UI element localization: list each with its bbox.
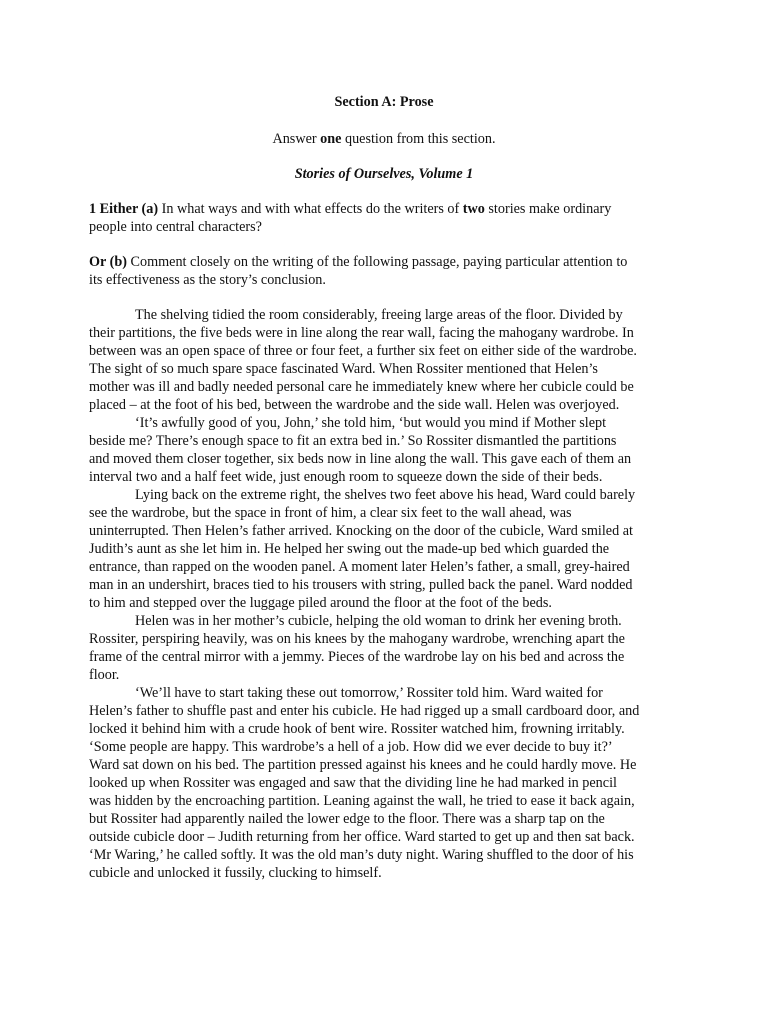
- passage-line: ‘It’s awfully good of you, John,’ she told him, ‘but would you mind if Mother slept: [135, 415, 607, 431]
- instruction-after: question from this section.: [341, 131, 496, 147]
- passage-line: placed – at the foot of his bed, between the wardrobe and the side wall. Helen was overjoyed.: [89, 397, 620, 413]
- passage-line: but Rossiter had apparently nailed the lower edge to the floor. There was a sharp tap on the: [89, 811, 605, 827]
- question-b-text: Comment closely on the writing of the following passage, paying particular attention to: [126, 254, 628, 270]
- passage-line: ‘Mr Waring,’ he called softly. It was the old man’s duty night. Waring shuffled to the door of his: [89, 847, 634, 863]
- passage-line: The sight of so much spare space fascinated Ward. When Rossiter mentioned that Helen’s: [89, 361, 598, 377]
- passage-line: interval two and a half feet wide, just enough room to squeeze down the side of their beds.: [89, 469, 603, 485]
- passage-line: Judith’s aunt as she let him in. He helped her swing out the made-up bed which guarded the: [89, 541, 610, 557]
- passage-line: was hidden by the encroaching partition. Leaning against the wall, he tried to ease it back again,: [89, 793, 635, 809]
- question-a-emphasis: two: [462, 201, 485, 217]
- passage-line: beside me? There’s enough space to fit an extra bed in.’ So Rossiter dismantled the partitions: [89, 433, 617, 449]
- instruction-before: Answer: [272, 131, 321, 147]
- passage-line: frame of the central mirror with a jemmy. Pieces of the wardrobe lay on his bed and across the: [89, 649, 625, 665]
- text-title: Stories of Ourselves, Volume 1: [294, 166, 474, 182]
- passage-line: man in an undershirt, braces tied to his trousers with string, pulled back the panel. Ward nodded: [89, 577, 633, 593]
- instruction-emphasis: one: [320, 131, 342, 147]
- passage-line: floor.: [89, 667, 120, 683]
- question-a-text: In what ways and with what effects do the writers of: [158, 201, 463, 217]
- question-b-label: Or (b): [89, 254, 127, 270]
- passage-line: their partitions, the five beds were in line along the rear wall, facing the mahogany wardrobe. In: [89, 325, 634, 341]
- passage-line: locked it behind him with a crude hook of bent wire. Rossiter watched him, frowning irritably.: [89, 721, 625, 737]
- passage: [89, 306, 679, 882]
- passage-line: outside cubicle door – Judith returning from her office. Ward started to get up and then sat back.: [89, 829, 635, 845]
- question-a-line-1: [89, 200, 679, 218]
- passage-line: Helen was in her mother’s cubicle, helping the old woman to drink her evening broth.: [135, 613, 622, 629]
- passage-line: looked up when Rossiter was engaged and saw that the dividing line he had marked in pencil: [89, 775, 617, 791]
- passage-line: see the wardrobe, but the space in front of him, a clear six feet to the wall ahead, was: [89, 505, 572, 521]
- instruction-text: [0, 130, 768, 148]
- passage-line: cubicle and unlocked it fussily, clucking to himself.: [89, 865, 382, 881]
- section-title: Section A: Prose: [334, 94, 434, 110]
- passage-line: ‘We’ll have to start taking these out tomorrow,’ Rossiter told him. Ward waited for: [135, 685, 603, 701]
- question-a: [89, 200, 679, 236]
- passage-line: Ward sat down on his bed. The partition pressed against his knees and he could hardly move. He: [89, 757, 637, 773]
- passage-line: entrance, than rapped on the wooden panel. A moment later Helen’s father, a small, grey-haired: [89, 559, 630, 575]
- question-a-label: 1 Either (a): [89, 201, 159, 217]
- passage-line: and moved them closer together, six beds now in line along the wall. This gave each of them an: [89, 451, 632, 467]
- passage-line: to him and stepped over the luggage piled around the floor at the foot of the beds.: [89, 595, 552, 611]
- passage-line: Rossiter, perspiring heavily, was on his knees by the mahogany wardrobe, wrenching apart the: [89, 631, 625, 647]
- passage-line: ‘Some people are happy. This wardrobe’s a hell of a job. How did we ever decide to buy it?’: [89, 739, 613, 755]
- question-b-line-1: [89, 253, 679, 271]
- passage-line: between was an open space of three or four feet, a further six feet on either side of the wardrobe.: [89, 343, 637, 359]
- passage-line: mother was ill and badly needed personal care he immediately knew where her cubicle could be: [89, 379, 634, 395]
- question-a-text-end: stories make ordinary: [484, 201, 612, 217]
- passage-line: Helen’s father to shuffle past and enter his cubicle. He had rigged up a small cardboard door, and: [89, 703, 640, 719]
- passage-line: Lying back on the extreme right, the shelves two feet above his head, Ward could barely: [135, 487, 636, 503]
- question-a-line-2: people into central characters?: [89, 219, 262, 235]
- question-b: [89, 253, 679, 289]
- passage-line: The shelving tidied the room considerably, freeing large areas of the floor. Divided by: [135, 307, 623, 323]
- passage-line: uninterrupted. Then Helen’s father arrived. Knocking on the door of the cubicle, Ward smiled at: [89, 523, 633, 539]
- question-b-line-2: its effectiveness as the story’s conclusion.: [89, 272, 326, 288]
